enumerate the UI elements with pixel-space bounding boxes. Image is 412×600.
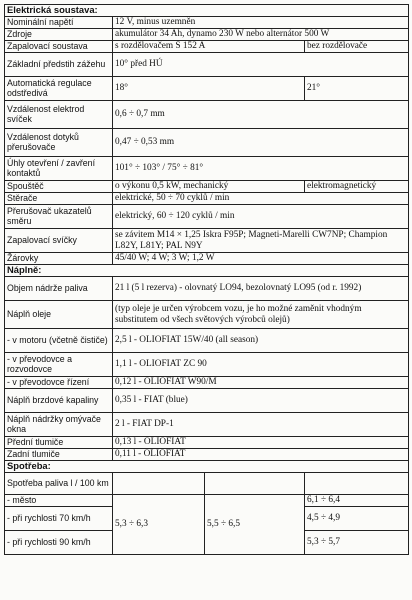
row-value: 2,5 l - OLIOFIAT 15W/40 (all season) <box>113 329 409 353</box>
table-row <box>5 449 409 461</box>
specification-table <box>4 4 409 555</box>
empty-cell <box>305 473 409 495</box>
row-value: 6,1 ÷ 6,4 <box>305 495 409 507</box>
row-value: elektrické, 50 ÷ 70 cyklů / min <box>113 193 409 205</box>
section-heading-electrical: Elektrická soustava: <box>5 5 409 17</box>
table-row <box>5 377 409 389</box>
row-label: Přední tlumiče <box>5 437 113 449</box>
row-value: 0,6 ÷ 0,7 mm <box>113 101 409 129</box>
row-value-alt: 21° <box>305 77 409 101</box>
table-row <box>5 29 409 41</box>
row-value: 0,12 l - OLIOFIAT W90/M <box>113 377 409 389</box>
row-label: Základní předstih zážehu <box>5 53 113 77</box>
row-label: Zdroje <box>5 29 113 41</box>
consumption-value-group-b: 5,5 ÷ 6,5 <box>205 495 305 555</box>
row-value: se závitem M14 × 1,25 Iskra F95P; Magneti-Marelli CW7NP; Champion L82Y, L81Y; PAL N9Y <box>113 229 409 253</box>
table-row <box>5 301 409 329</box>
empty-cell <box>205 473 305 495</box>
row-label: Vzdálenost dotyků přerušovače <box>5 129 113 157</box>
row-label: Vzdálenost elektrod svíček <box>5 101 113 129</box>
row-label: - při rychlosti 90 km/h <box>5 531 113 555</box>
table-row <box>5 53 409 77</box>
row-label: - město <box>5 495 113 507</box>
table-row <box>5 41 409 53</box>
table-row <box>5 77 409 101</box>
row-value: 45/40 W; 4 W; 3 W; 1,2 W <box>113 253 409 265</box>
table-row <box>5 473 409 495</box>
row-value: 12 V, minus uzemněn <box>113 17 409 29</box>
row-value: 2 l - FIAT DP-1 <box>113 413 409 437</box>
table-row <box>5 277 409 301</box>
row-value: 0,47 ÷ 0,53 mm <box>113 129 409 157</box>
row-label: Spouštěč <box>5 181 113 193</box>
row-label: Náplň oleje <box>5 301 113 329</box>
row-value: (typ oleje je určen výrobcem vozu, je ho možné zaměnit vhodným substitutem od všech světových výrobců olejů) <box>113 301 409 329</box>
empty-cell <box>113 473 205 495</box>
row-value-alt: bez rozdělovače <box>305 41 409 53</box>
row-label: - v převodovce řízení <box>5 377 113 389</box>
row-label: Spotřeba paliva l / 100 km <box>5 473 113 495</box>
row-label: - v převodovce a rozvodovce <box>5 353 113 377</box>
table-row <box>5 329 409 353</box>
row-value: 0,13 l - OLIOFIAT <box>113 437 409 449</box>
row-label: Stěrače <box>5 193 113 205</box>
consumption-value-group-a: 5,3 ÷ 6,3 <box>113 495 205 555</box>
row-value: o výkonu 0,5 kW, mechanický <box>113 181 305 193</box>
table-row <box>5 181 409 193</box>
table-row <box>5 17 409 29</box>
section-heading-consumption: Spotřeba: <box>5 461 409 473</box>
row-label: - v motoru (včetně čističe) <box>5 329 113 353</box>
table-row <box>5 353 409 377</box>
row-label: Automatická regulace odstředivá <box>5 77 113 101</box>
table-row <box>5 205 409 229</box>
row-label: Zapalovací svíčky <box>5 229 113 253</box>
row-value: 21 l (5 l rezerva) - olovnatý LO94, bezolovnatý LO95 (od r. 1992) <box>113 277 409 301</box>
row-label: - při rychlosti 70 km/h <box>5 507 113 531</box>
row-value: 0,11 l - OLIOFIAT <box>113 449 409 461</box>
row-value: 18° <box>113 77 305 101</box>
row-label: Objem nádrže paliva <box>5 277 113 301</box>
row-value: 0,35 l - FIAT (blue) <box>113 389 409 413</box>
row-label: Úhly otevření / zavření kontaktů <box>5 157 113 181</box>
table-row <box>5 101 409 129</box>
row-label: Zadní tlumiče <box>5 449 113 461</box>
row-value: 4,5 ÷ 4,9 <box>305 507 409 531</box>
row-value: 101° ÷ 103° / 75° ÷ 81° <box>113 157 409 181</box>
row-label: Přerušovač ukazatelů směru <box>5 205 113 229</box>
table-row <box>5 389 409 413</box>
row-value: 1,1 l - OLIOFIAT ZC 90 <box>113 353 409 377</box>
table-row <box>5 193 409 205</box>
row-label: Náplň brzdové kapaliny <box>5 389 113 413</box>
table-row <box>5 157 409 181</box>
row-value-alt: elektromagnetický <box>305 181 409 193</box>
table-row <box>5 413 409 437</box>
row-label: Náplň nádržky omývače okna <box>5 413 113 437</box>
table-row <box>5 229 409 253</box>
row-value: 5,3 ÷ 5,7 <box>305 531 409 555</box>
row-value: 10° před HÚ <box>113 53 409 77</box>
row-value: akumulátor 34 Ah, dynamo 230 W nebo alternátor 500 W <box>113 29 409 41</box>
row-label: Zapalovací soustava <box>5 41 113 53</box>
table-row <box>5 129 409 157</box>
table-row <box>5 253 409 265</box>
row-label: Nominální napětí <box>5 17 113 29</box>
row-label: Žárovky <box>5 253 113 265</box>
table-row <box>5 437 409 449</box>
row-value: elektrický, 60 ÷ 120 cyklů / min <box>113 205 409 229</box>
table-row <box>5 495 409 507</box>
row-value: s rozdělovačem S 152 A <box>113 41 305 53</box>
section-heading-fluids: Náplně: <box>5 265 409 277</box>
